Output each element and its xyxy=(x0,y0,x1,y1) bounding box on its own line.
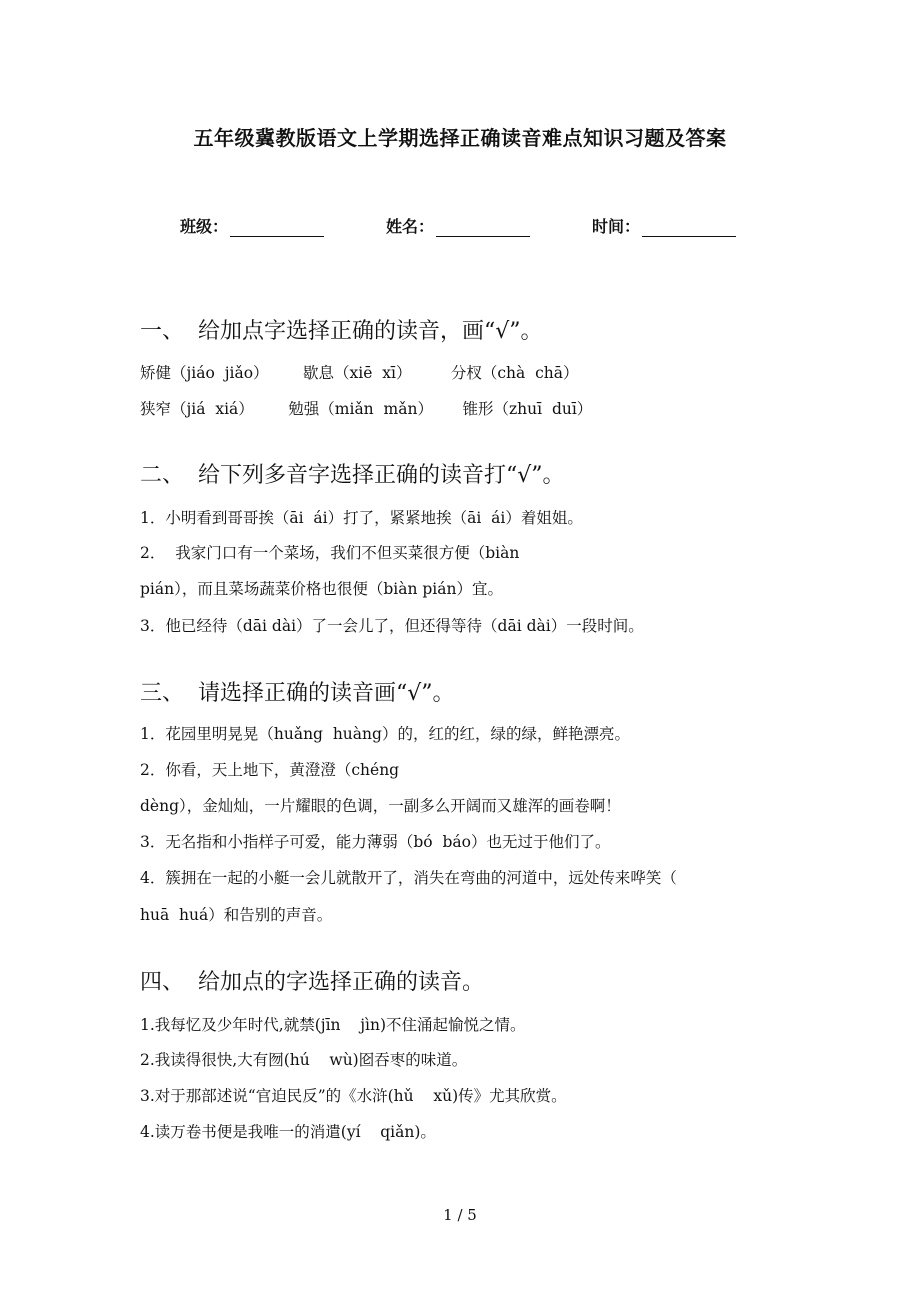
section-3-line-6: huā huá）和告别的声音。 xyxy=(140,906,333,924)
section-3-heading: 三、 请选择正确的读音画“√”。 xyxy=(140,681,455,706)
section-1-line-2: 狭窄（jiá xiá） 勉强（miǎn mǎn） 锥形（zhuī duī） xyxy=(140,400,593,418)
section-2-heading: 二、 给下列多音字选择正确的读音打“√”。 xyxy=(140,463,565,488)
section-1-line-1: 矫健（jiáo jiǎo） 歇息（xiē xī） 分杈（chà chā） xyxy=(140,364,579,382)
section-3-line-3: dèng），金灿灿，一片耀眼的色调，一副多么开阔而又雄浑的画卷啊！ xyxy=(140,797,621,815)
section-3-line-5: 4．簇拥在一起的小艇一会儿就散开了，消失在弯曲的河道中，远处传来哗笑（ xyxy=(140,869,677,887)
class-field xyxy=(180,214,324,237)
section-4-line-4: 4.读万卷书便是我唯一的消遣(yí qiǎn)。 xyxy=(140,1123,436,1141)
class-blank[interactable] xyxy=(230,220,324,237)
name-blank[interactable] xyxy=(436,220,530,237)
section-4-heading: 四、 给加点的字选择正确的读音。 xyxy=(140,970,484,995)
section-4-line-2: 2.我读得很快,大有囫(hú wù)囵吞枣的味道。 xyxy=(140,1051,468,1069)
document-title: 五年级冀教版语文上学期选择正确读音难点知识习题及答案 xyxy=(193,126,727,150)
section-2-line-3: pián），而且菜场蔬菜价格也很便（biàn pián）宜。 xyxy=(140,580,503,598)
section-4-line-1: 1.我每忆及少年时代,就禁(jīn jìn)不住涌起愉悦之情。 xyxy=(140,1016,526,1034)
time-field xyxy=(592,214,736,237)
section-2-line-2: 2． 我家门口有一个菜场，我们不但买菜很方便（biàn xyxy=(140,544,520,562)
section-3-line-2: 2．你看，天上地下，黄澄澄（chéng xyxy=(140,761,400,779)
class-label: 班级： xyxy=(180,217,229,236)
time-blank[interactable] xyxy=(642,220,736,237)
section-3-line-1: 1．花园里明晃晃（huǎng huàng）的，红的红，绿的绿，鲜艳漂亮。 xyxy=(140,725,630,743)
section-4-line-3: 3.对于那部述说“官迫民反”的《水浒(hǔ xǔ)传》尤其欣赏。 xyxy=(140,1087,567,1105)
section-2-line-4: 3．他已经待（dāi dài）了一会儿了，但还得等待（dāi dài）一段时间。 xyxy=(140,617,644,635)
name-label: 姓名： xyxy=(386,217,435,236)
section-3-line-4: 3．无名指和小指样子可爱，能力薄弱（bó báo）也无过于他们了。 xyxy=(140,833,611,851)
name-field xyxy=(386,214,530,237)
page-number: 1 / 5 xyxy=(443,1206,477,1224)
section-1-heading: 一、 给加点字选择正确的读音，画“√”。 xyxy=(140,319,543,344)
section-2-line-1: 1．小明看到哥哥挨（āi ái）打了，紧紧地挨（āi ái）着姐姐。 xyxy=(140,509,583,527)
time-label: 时间： xyxy=(592,217,641,236)
